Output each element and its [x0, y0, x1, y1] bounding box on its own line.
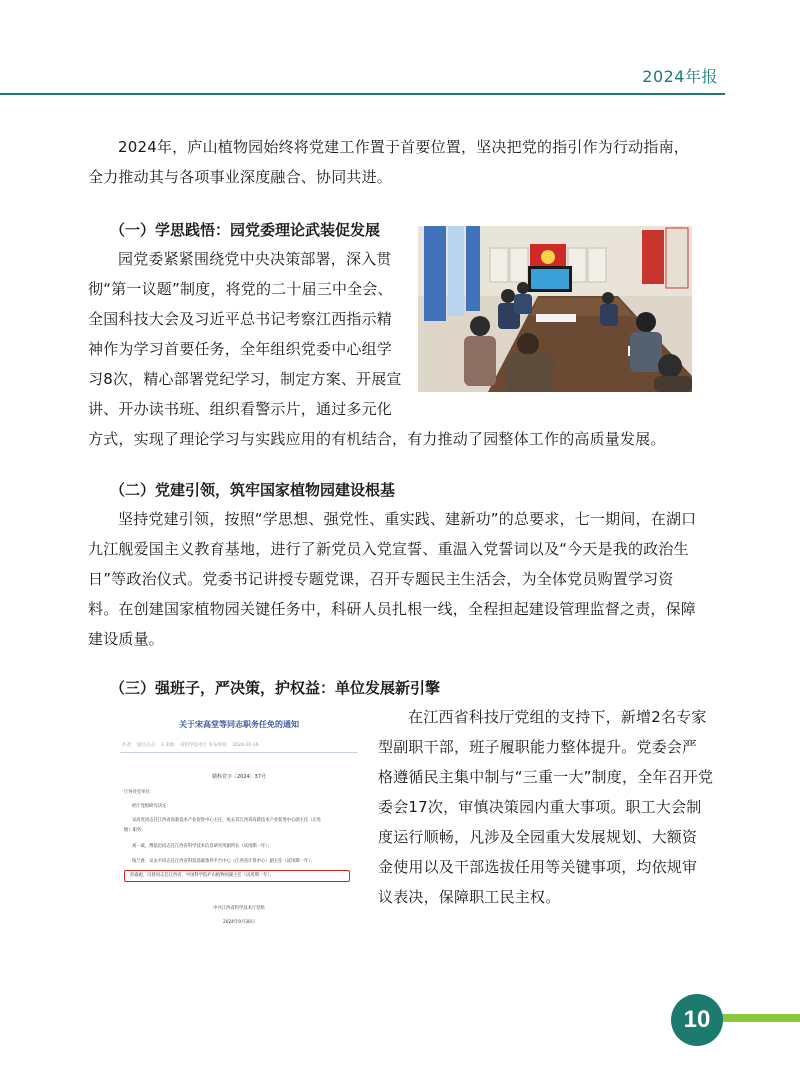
- section2-line: 九江舰爱国主义教育基地，进行了新党员入党宣誓、重温入党誓词以及“今天是我的政治生: [88, 540, 689, 558]
- section1-line: 神作为学习首要任务，全年组织党委中心组学: [88, 340, 393, 358]
- notice-title: 关于宋高堂等同志职务任免的通知: [179, 720, 299, 729]
- notice-line-highlighted: 彭森彪、冯晨同志任江西省、中国科学院庐山植物园副主任（试用期一年）。: [130, 873, 274, 878]
- intro-line: 2024年，庐山植物园始终将党建工作置于首要位置，坚决把党的指引作为行动指南，: [118, 138, 689, 156]
- report-header-title: 2024年报: [642, 67, 718, 86]
- section3-paragraph: [378, 702, 728, 912]
- intro-paragraph: [88, 132, 728, 192]
- section2-line: 日”等政治仪式。党委书记讲授专题党课，召开专题民主生活会，为全体党员购置学习资: [88, 570, 674, 588]
- section1-line: 彻“第一议题”制度，将党的二十届三中全会、: [88, 280, 393, 298]
- section2-line: 建设质量。: [88, 630, 165, 648]
- section1-heading: （一）学思践悟：园党委理论武装促发展: [110, 221, 381, 239]
- section3-line: 委会17次，审慎决策园内重大事项。职工大会制: [378, 798, 702, 816]
- notice-line: 级）职务；: [124, 828, 146, 833]
- section1-line: 方式，实现了理论学习与实践应用的有机结合，有力推动了园整体工作的高质量发展。: [88, 430, 666, 448]
- section2-heading: （二）党建引领，筑牢国家植物园建设根基: [110, 481, 396, 499]
- notice-line: 宋高堂同志任江西省高新技术产业促进中心主任，免去其江西省高新技术产业促进中心副主任（正处: [132, 818, 322, 823]
- notice-line: 钱兰香、吴去平同志任江西省科技基础条件平台中心（江西省计算中心）副主任（试用期一年）；: [132, 859, 315, 864]
- section2-line: 坚持党建引领，按照“学思想、强党性、重实践、建新功”的总要求，七一期间，在湖口: [118, 510, 697, 528]
- section3-line: 格遵循民主集中制与“三重一大”制度，全年召开党: [378, 768, 714, 786]
- section2-line: 料。在创建国家植物园关键任务中，科研人员扎根一线，全程担起建设管理监督之责，保障: [88, 600, 697, 618]
- section3-line: 型副职干部，班子履职能力整体提升。党委会严: [378, 738, 698, 756]
- notice-line: 刘一威、傅依迟同志任江西省科学技术信息研究所副所长（试用期一年）；: [132, 844, 272, 849]
- notice-document-number: 赣科党字〔2024〕37号: [211, 774, 267, 780]
- meeting-photo-illustration: [418, 226, 692, 392]
- notice-signature-date: 2024年9月30日: [222, 920, 256, 925]
- appointment-notice-image: [112, 707, 366, 935]
- section1-line: 习8次，精心部署党纪学习，制定方案、开展宣: [88, 370, 402, 388]
- section3-line: 议表决，保障职工民主权。: [378, 888, 561, 906]
- intro-line: 全力推动其与各项事业深度融合、协同共进。: [88, 168, 393, 186]
- page-number-bar: [712, 1014, 800, 1022]
- section2-paragraph: [88, 504, 728, 654]
- section3-line: 度运行顺畅，凡涉及全园重大发展规划、大额资: [378, 828, 698, 846]
- section3-line: 在江西省科技厅党组的支持下，新增2名专家: [408, 708, 707, 726]
- page-number: 10: [671, 994, 723, 1046]
- section1-line: 讲、开办读书班、组织看警示片，通过多元化: [88, 400, 393, 418]
- section3-line: 金使用以及干部选拔任用等关键事项，均依规审: [378, 858, 698, 876]
- section1-line: 园党委紧紧围绕党中央决策部署，深入贯: [118, 250, 392, 268]
- section1-line: 全国科技大会及习近平总书记考察江西指示精: [88, 310, 393, 328]
- notice-line: 厅各处室单位：: [124, 790, 155, 795]
- party-meeting-photo: [418, 226, 692, 392]
- header-divider: [0, 93, 725, 95]
- notice-meta: 作者： 园区点击： 3 来源： 省科学技术厅 发布时间： 2024-10-16: [122, 743, 259, 748]
- notice-line: 经厅党组研究决定：: [132, 804, 171, 809]
- section3-heading: （三）强班子，严决策，护权益：单位发展新引擎: [110, 679, 441, 697]
- notice-signature-org: 中共江西省科学技术厅党组: [213, 906, 265, 911]
- notice-divider: [120, 752, 358, 753]
